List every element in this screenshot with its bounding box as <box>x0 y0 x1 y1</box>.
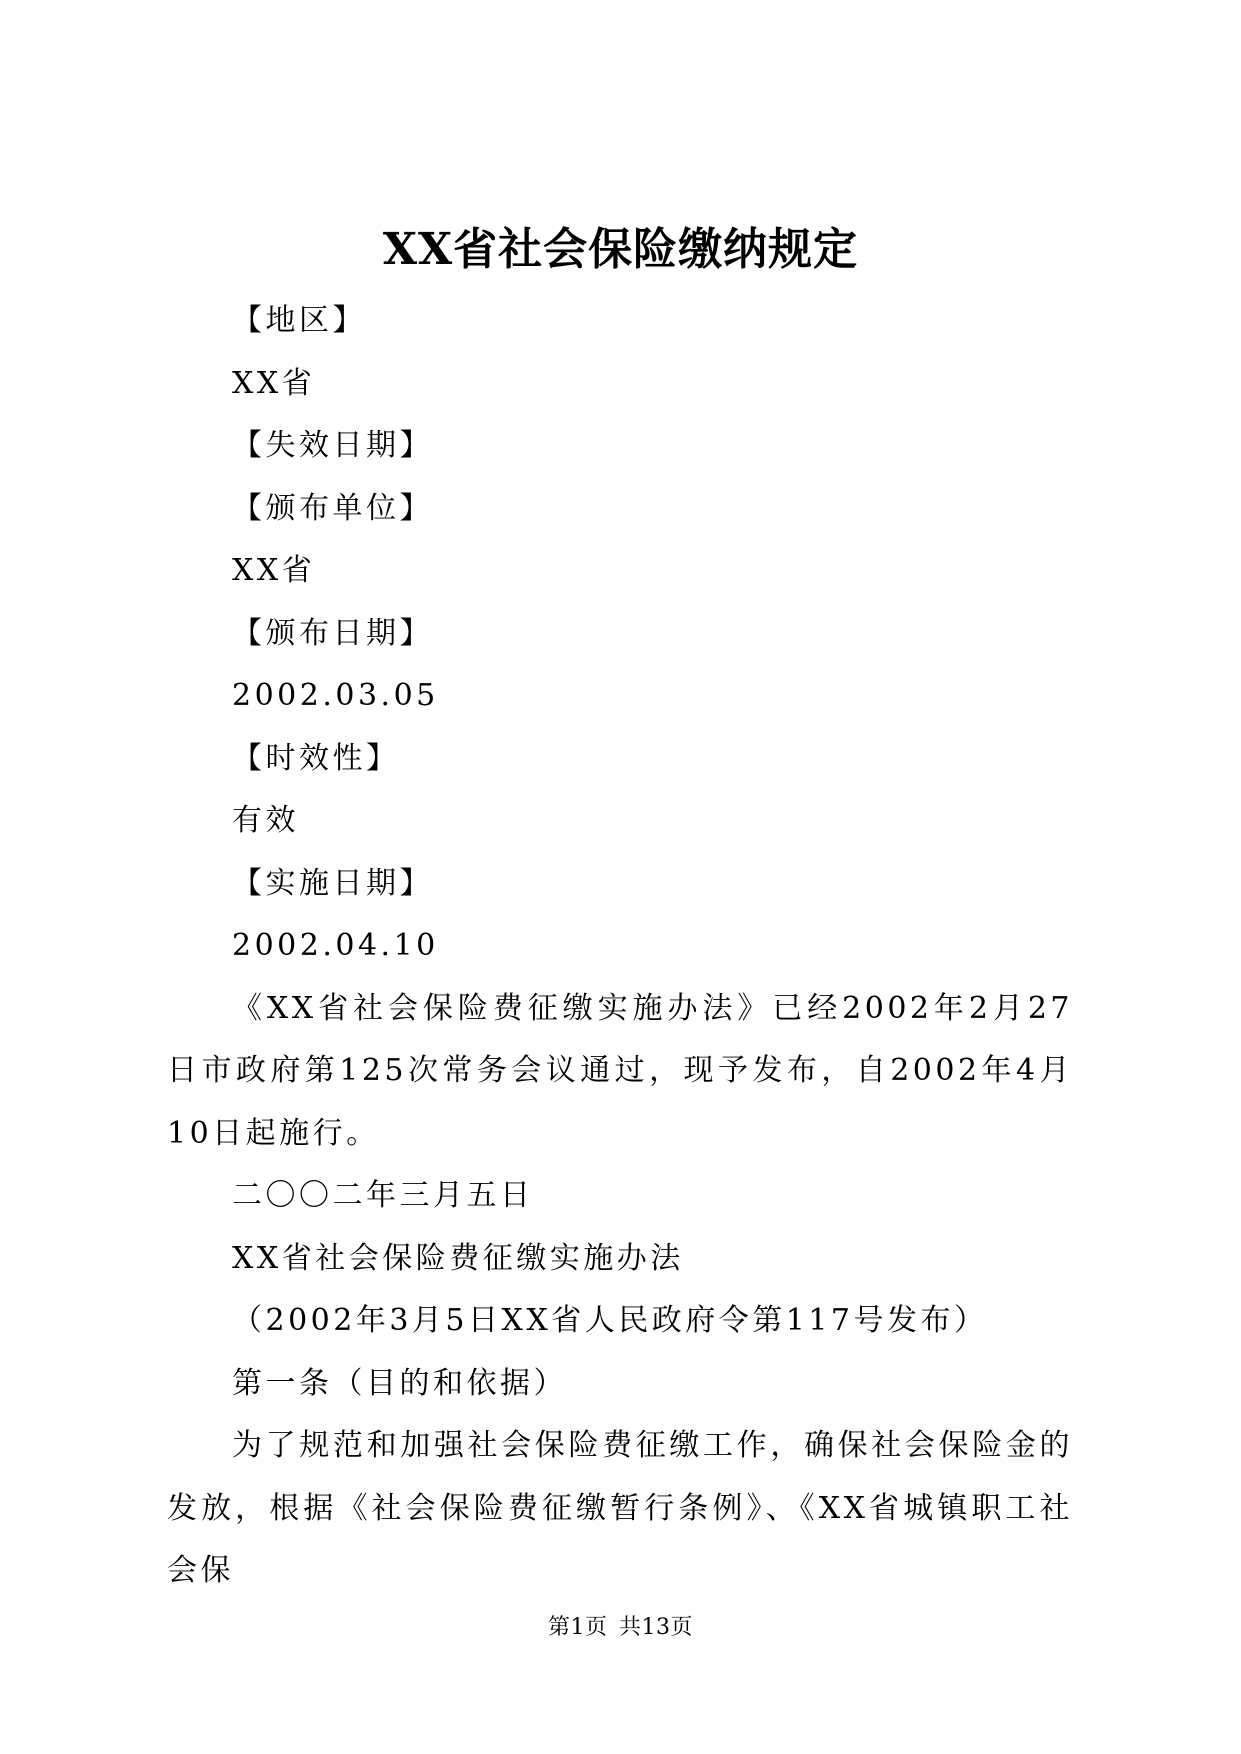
article-1-title: 第一条（目的和依据） <box>232 1365 567 1401</box>
field-label-issuing-unit: 【颁布单位】 <box>232 490 433 526</box>
page-total: 共13页 <box>619 1615 693 1640</box>
promulgation-paragraph: 《XX省社会保险费征缴实施办法》已经2002年2月27日市政府第125次常务会议通过，现予发布，自2002年4月10日起施行。 <box>167 990 1073 1151</box>
document-title: XX省社会保险缴纳规定 <box>382 224 859 275</box>
field-value-validity: 有效 <box>232 803 299 838</box>
field-value-issuing-unit: XX省 <box>232 553 316 588</box>
field-value-issue-date: 2002.03.05 <box>232 678 439 713</box>
field-value-effective-date: 2002.04.10 <box>232 928 439 963</box>
field-value-region: XX省 <box>232 365 316 401</box>
document-body <box>167 290 1073 1603</box>
field-label-region: 【地区】 <box>232 303 366 338</box>
field-label-issue-date: 【颁布日期】 <box>232 615 433 651</box>
issue-note: （2002年3月5日XX省人民政府令第117号发布） <box>232 1303 988 1338</box>
field-label-effective-date: 【实施日期】 <box>232 865 433 901</box>
page-footer <box>0 1610 1241 1641</box>
field-label-validity: 【时效性】 <box>232 740 400 776</box>
field-label-expiry-date: 【失效日期】 <box>232 428 433 463</box>
regulation-name: XX省社会保险费征缴实施办法 <box>232 1240 684 1276</box>
page-number: 第1页 <box>548 1615 608 1640</box>
date-line: 二〇〇二年三月五日 <box>232 1178 534 1213</box>
article-1-text: 为了规范和加强社会保险费征缴工作，确保社会保险金的发放，根据《社会保险费征缴暂行条例》、《XX省城镇职工社会保 <box>167 1428 1073 1588</box>
